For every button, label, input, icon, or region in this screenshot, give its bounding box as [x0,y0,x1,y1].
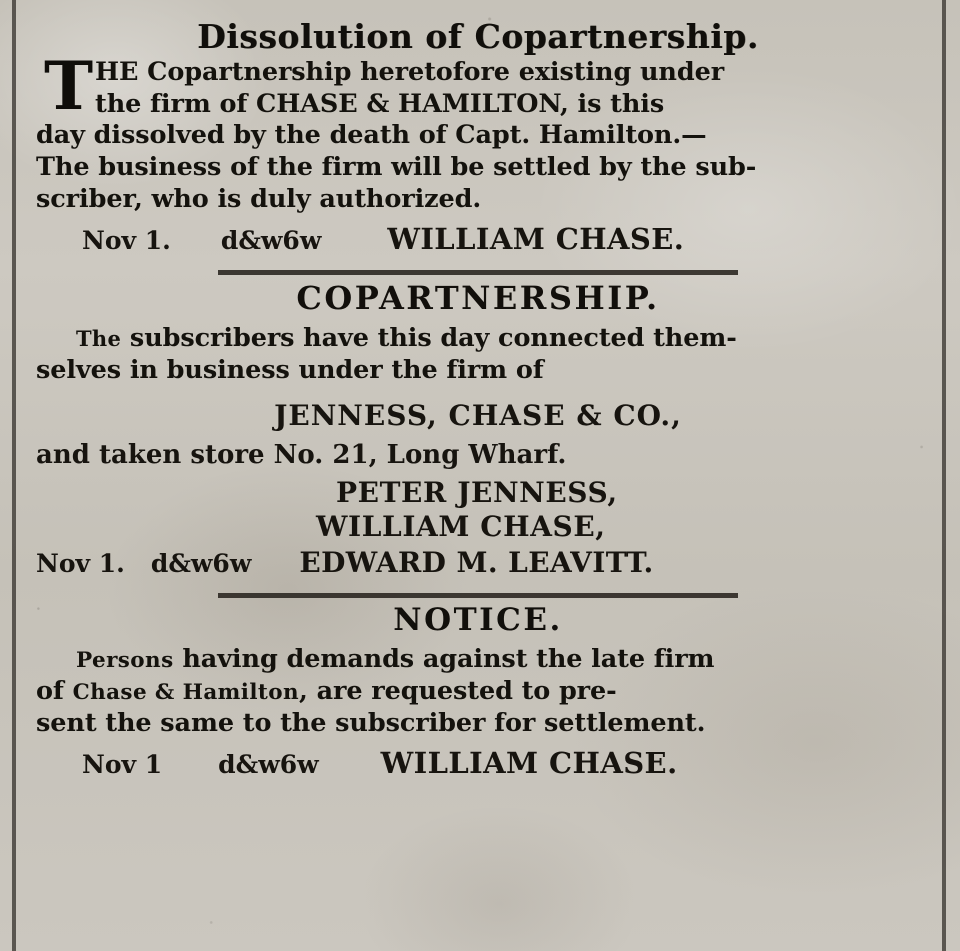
ad-divider-1 [218,270,738,275]
ad-firm-name: JENNESS, CHASE & CO., [274,398,682,432]
smallcaps-chase-hamilton: Chase & Hamilton [72,679,300,705]
body-line-2: selves in business under the firm of [36,354,544,385]
column-rule-right [942,0,946,951]
notice-line-3: sent the same to the subscriber for settlement. [36,707,706,738]
ad-signer-name: WILLIAM CHASE. [380,745,678,780]
ad-divider-2 [218,593,738,598]
ad-date: Nov 1. [36,549,125,579]
ad-signers-list [36,476,920,544]
ad-signer-3: EDWARD M. LEAVITT. [299,546,654,580]
ad-headline-copartnership: COPARTNERSHIP. [296,279,660,318]
body-line-5: scriber, who is duly authorized. [36,184,482,215]
ad-dissolution-of-copartnership [36,17,920,257]
dropcap-t: T [44,46,94,125]
ad-date: Nov 1. [82,226,171,256]
body-line-3: day dissolved by the death of Capt. Hamilton.— [36,120,707,151]
ad-copartnership-body [36,323,920,387]
body-line-1: subscribers have this day connected them- [121,323,737,354]
ad-date: Nov 1 [82,749,163,779]
smallcaps-the: The [76,326,122,352]
ad-notice [36,602,920,780]
smallcaps-persons: Persons [76,648,174,674]
body-line-4: The business of the firm will be settled by the sub- [36,152,757,183]
advertisement-column [26,0,930,951]
ad-copartnership-signature-line [36,546,920,579]
ad-dissolution-body [36,46,920,216]
ad-signer-1: PETER JENNESS, [336,475,618,509]
ad-signer-2: WILLIAM CHASE, [316,509,606,543]
notice-line-1: having demands against the late firm [173,644,715,675]
ad-signer-name: WILLIAM CHASE. [387,222,685,257]
ad-dissolution-signature-line [36,222,920,256]
ad-insertion-code: d&w6w [220,226,322,256]
ad-store-address: and taken store No. 21, Long Wharf. [36,439,567,470]
ad-headline-notice: NOTICE. [393,602,563,639]
ad-copartnership [36,279,920,579]
body-line-1: HE Copartnership heretofore existing under [95,56,725,87]
ad-headline-dissolution: Dissolution of Copartnership. [197,17,759,56]
ad-insertion-code: d&w6w [218,749,319,779]
ad-notice-signature-line [36,746,920,780]
body-line-2: the firm of CHASE & HAMILTON, is this [95,88,665,119]
ad-notice-body [36,644,920,740]
notice-line-2-rest: , are requested to pre- [299,675,617,706]
ad-insertion-code: d&w6w [150,549,252,579]
notice-line-2-prefix: of [36,675,73,706]
column-rule-left [12,0,16,951]
